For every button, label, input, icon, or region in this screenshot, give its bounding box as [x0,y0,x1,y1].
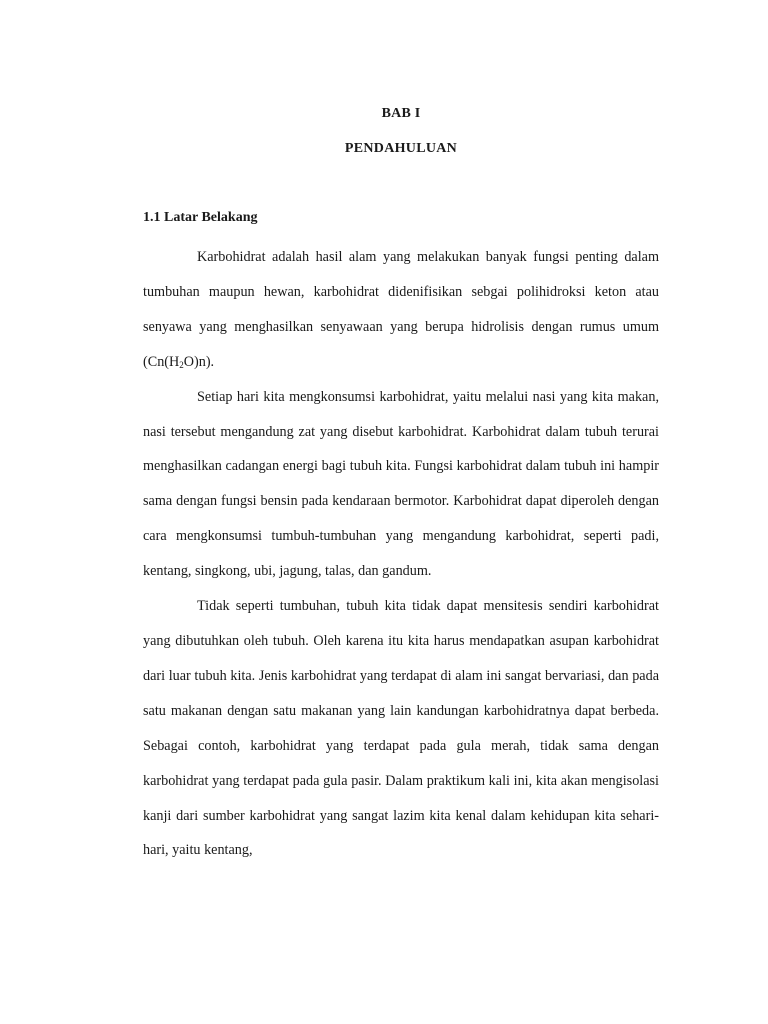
body-text [143,240,659,868]
paragraph-1 [143,240,659,380]
paragraph-1-text: Karbohidrat adalah hasil alam yang melakukan banyak fungsi penting dalam tumbuhan maupun hewan, karbohidrat didenifisikan sebgai polihidroksi keton atau senyawa yang menghasilkan senyawaan yang berupa hidrolisis dengan rumus umum (Cn(H [143,249,659,370]
paragraph-2: Setiap hari kita mengkonsumsi karbohidrat, yaitu melalui nasi yang kita makan, nasi tersebut mengandung zat yang disebut karbohidrat. Karbohidrat dalam tubuh terurai menghasilkan cadangan energi bagi tubuh kita. Fungsi karbohidrat dalam tubuh ini hampir sama dengan fungsi bensin pada kendaraan bermotor. Karbohidrat dapat diperoleh dengan cara mengkonsumsi tumbuh-tumbuhan yang mengandung karbohidrat, seperti padi, kentang, singkong, ubi, jagung, talas, dan gandum. [143,388,659,580]
paragraph-3: Tidak seperti tumbuhan, tubuh kita tidak dapat mensitesis sendiri karbohidrat yang dibutuhkan oleh tubuh. Oleh karena itu kita harus mendapatkan asupan karbohidrat dari luar tubuh kita. Jenis karbohidrat yang terdapat di alam ini sangat bervariasi, dan pada satu makanan dengan satu makanan yang lain kandungan karbohidratnya dapat berbeda. Sebagai contoh, karbohidrat yang terdapat pada gula merah, tidak sama dengan karbohidrat yang terdapat pada gula pasir. Dalam praktikum kali ini, kita akan mengisolasi kanji dari sumber karbohidrat yang sangat lazim kita kenal dalam kehidupan kita sehari-hari, yaitu kentang, [143,598,659,859]
paragraph-1-end: O)n). [183,353,215,370]
subscript-2: 2 [179,359,184,370]
chapter-number: BAB I [381,106,421,121]
chapter-title: PENDAHULUAN [344,141,458,156]
section-heading: 1.1 Latar Belakang [143,210,258,225]
